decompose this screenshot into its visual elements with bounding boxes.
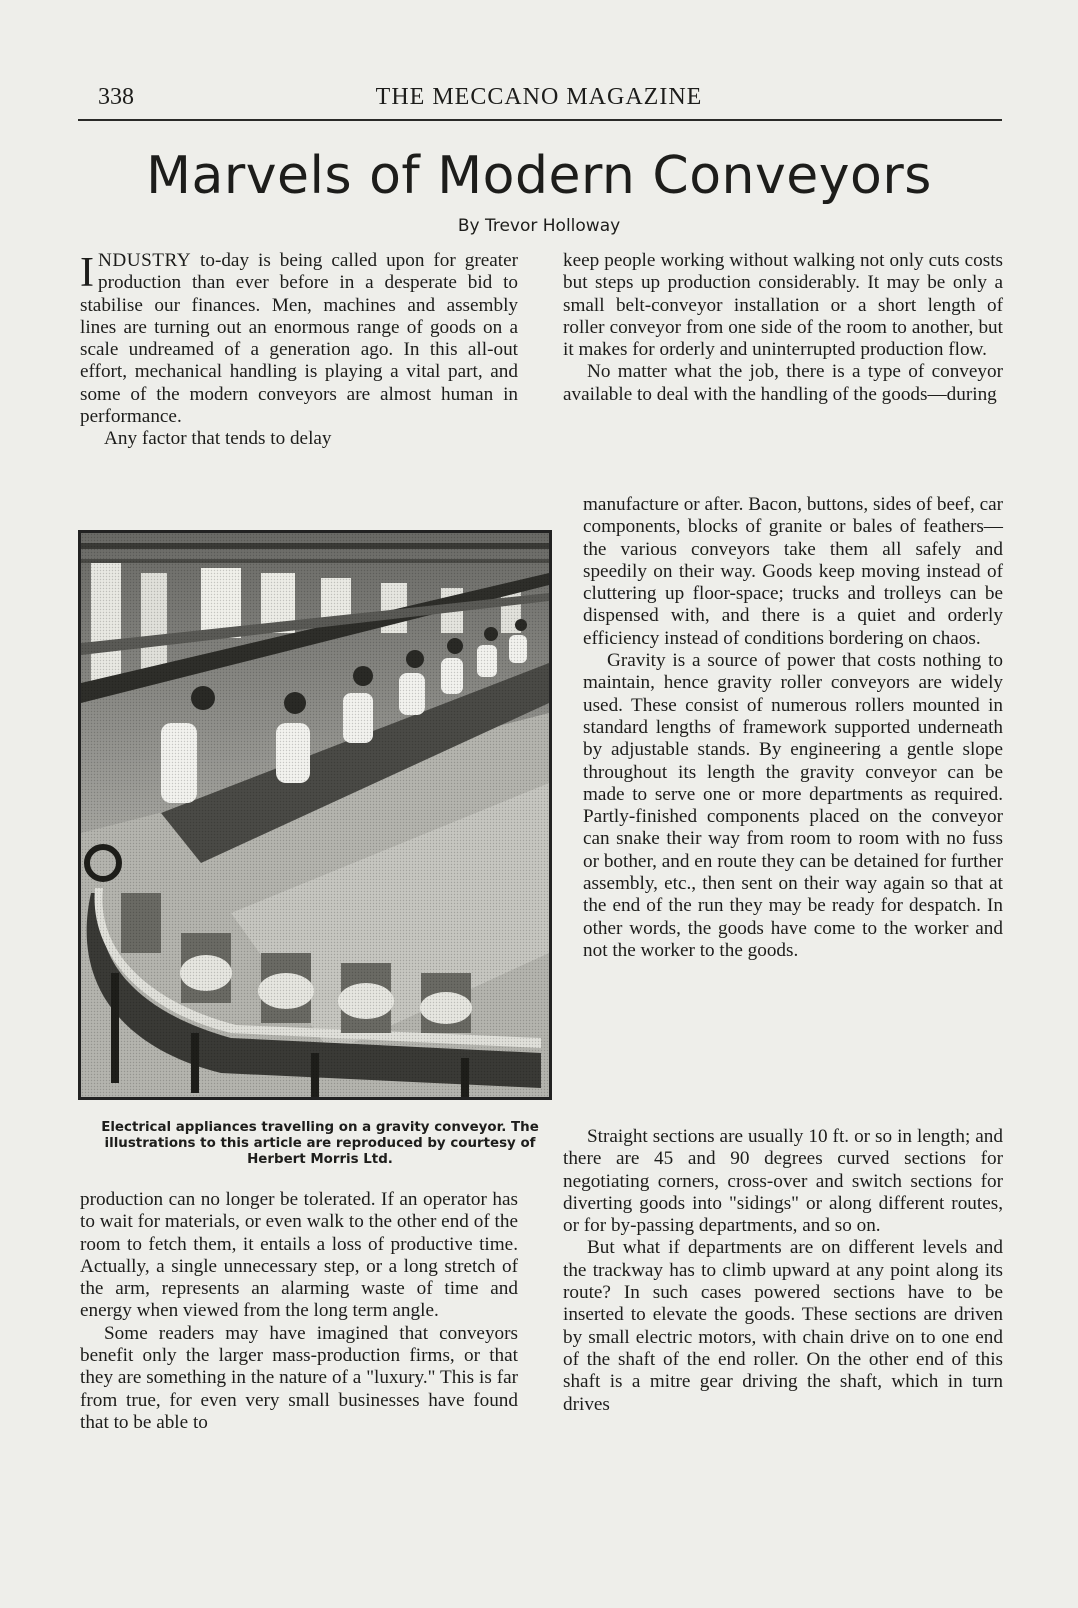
paragraph-1-text: to-day is being called upon for greater production than ever before in a desperate bid to stabilise our finances. Men, machines and assembly lines are turning out an enormous range of goods on a scale undreamed of a generation ago. In this all-out effort, mechanical handling is playing a vital part, and some of the modern conveyors are almost human in performance. (80, 250, 518, 428)
article-title: Marvels of Modern Conveyors (146, 146, 932, 206)
magazine-title: THE MECCANO MAGAZINE (375, 84, 703, 110)
figure-caption: Electrical appliances travelling on a gravity conveyor. The illustrations to this article are reproduced by courtesy of Herbert Morris Ltd. (101, 1120, 539, 1167)
factory-photo-illustration (81, 533, 549, 1097)
conveyor-photograph (78, 530, 552, 1100)
paragraph-3-continued: keep people working without walking not only cuts costs but steps up production considerably. It may be only a small belt-conveyor installation or a short length of roller conveyor from one side of the room to another, but it makes for orderly and uninterrupted production flow. (563, 250, 1003, 361)
paragraph-7: But what if departments are on different levels and the trackway has to climb upward at any point along its route? In such cases powered sections have to be inserted to elevate the goods. These sections are driven by small electric motors, with chain drive on to one end of the shaft of the end roller. On the other end of this shaft is a mitre gear driving the shaft, which in turn drives (563, 1237, 1003, 1415)
paragraph-6: Straight sections are usually 10 ft. or so in length; and there are 45 and 90 degrees curved sections for negotiating corners, cross-over and switch sections for diverting goods into "sidings" or along different routes, or for by-passing departments, and so on. (563, 1126, 1003, 1237)
paragraph-4-continued: manufacture or after. Bacon, buttons, sides of beef, car components, blocks of granite or bales of feathers—the various conveyors take them all safely and speedily on their way. Goods keep moving instead of cluttering up floor-space; trucks and trolleys can be dispensed with, and there is a quiet and orderly efficiency instead of conditions bordering on chaos. (583, 494, 1003, 649)
left-column-top (80, 250, 518, 451)
paragraph-4-start: No matter what the job, there is a type of conveyor available to deal with the handling of the goods—during (563, 361, 1003, 405)
byline: By Trevor Holloway (457, 216, 621, 236)
running-head (78, 84, 1000, 118)
right-column-middle (583, 494, 1003, 962)
paragraph-2-continued: production can no longer be tolerated. If an operator has to wait for materials, or even walk to the other end of the room to fetch them, it entails a loss of productive time. Actually, a single unnecessary step, or a long stretch of the arm, represents an alarming waste of time and energy when viewed from the long term angle. (80, 1189, 518, 1322)
paragraph-2-start: Any factor that tends to delay (104, 428, 332, 450)
left-column-bottom (80, 1189, 518, 1434)
right-column-top (563, 250, 1003, 406)
paragraph-3: Some readers may have imagined that conveyors benefit only the larger mass-production firms, or that they are something in the nature of a "luxury." This is far from true, for even very small businesses have found that to be able to (80, 1322, 518, 1433)
header-rule (78, 119, 1002, 121)
opening-caps: NDUSTRY (98, 250, 192, 271)
page-number: 338 (98, 84, 134, 110)
drop-cap: I (80, 250, 94, 296)
paragraph-5: Gravity is a source of power that costs nothing to maintain, hence gravity roller conveyors are widely used. These consist of numerous rollers mounted in standard lengths of framework supported underneath by adjustable stands. By engineering a gentle slope throughout its length the gravity conveyor can be made to serve one or more departments as required. Partly-finished components placed on the conveyor can snake their way from room to room with no fuss or bother, and en route they can be detained for further assembly, etc., then sent on their way again so that at the end of the run they may be ready for despatch. In other words, the goods have come to the worker and not the worker to the goods. (583, 650, 1003, 961)
paragraph-1 (80, 250, 518, 428)
right-column-bottom (563, 1126, 1003, 1416)
